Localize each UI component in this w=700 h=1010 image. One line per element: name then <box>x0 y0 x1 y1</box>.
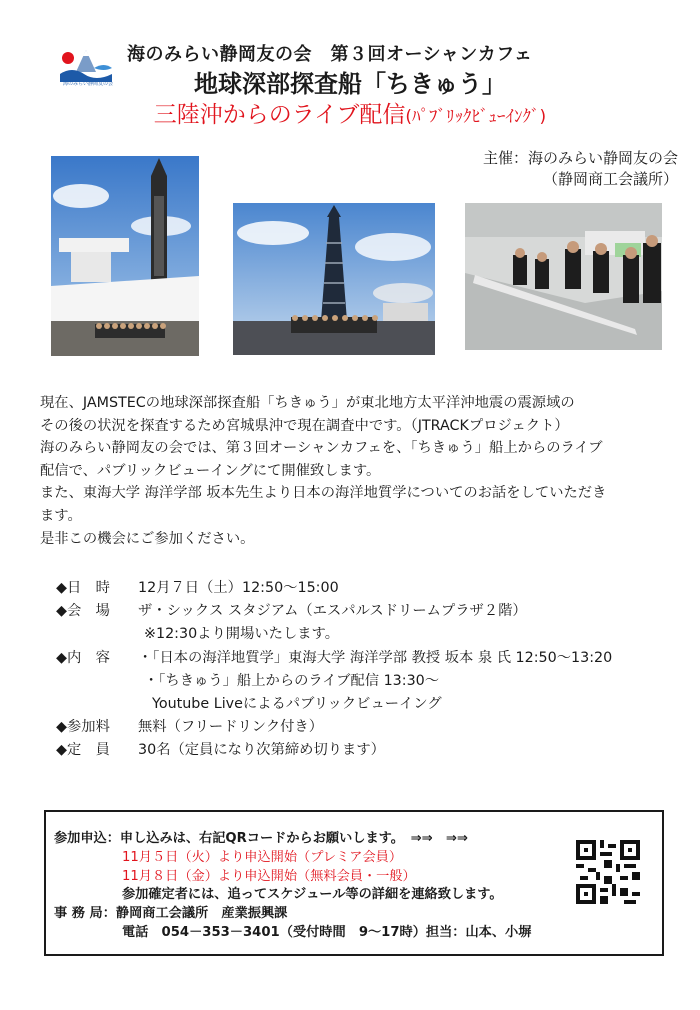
intro-line: ます。 <box>40 507 82 524</box>
fee-value: 無料（フリードリンク付き） <box>138 719 323 736</box>
event-title: 地球深部探査船「ちきゅう」 <box>194 70 506 98</box>
event-subtitle: 海のみらい静岡友の会 第３回オーシャンカフェ <box>127 44 533 65</box>
venue-label: ◆会 場 <box>56 603 110 620</box>
application-start-general: 11月８日（金）より申込開始（無料会員・一般） <box>122 868 416 884</box>
organizer <box>483 148 678 190</box>
tagline-main: 三陸沖からのライブ配信 <box>153 102 406 128</box>
intro-line: また、東海大学 海洋学部 坂本先生より日本の海洋地質学についてのお話をしていただき <box>40 485 607 502</box>
intro-paragraph <box>40 392 700 550</box>
venue-note: ※12:30より開場いたします。 <box>144 626 340 643</box>
photo-ship-group <box>51 156 199 356</box>
fee-label: ◆参加料 <box>56 719 110 736</box>
capacity-label: ◆定 員 <box>56 742 110 759</box>
detail-date <box>56 577 612 600</box>
application-text <box>54 830 531 943</box>
contact-phone: 電話 054－353－3401（受付時間 9～17時）担当：山本、小塀 <box>122 924 532 940</box>
date-value: 12月７日（土）12:50～15:00 <box>138 580 339 596</box>
content-label: ◆内 容 <box>56 649 110 666</box>
intro-line: 是非この機会にご参加ください。 <box>40 530 255 547</box>
photo-derrick-group <box>233 203 435 355</box>
detail-content <box>56 647 612 670</box>
logo-caption: 海のみらい静岡友の会 <box>62 81 113 87</box>
qr-code-icon[interactable] <box>576 840 640 904</box>
detail-fee <box>56 716 612 739</box>
application-confirmation-note: 参加確定者には、追ってスケジュール等の詳細を連絡致します。 <box>122 887 503 903</box>
intro-line: 配信で、パブリックビューイングにて開催致します。 <box>40 462 381 479</box>
intro-line: 現在、JAMSTECの地球深部探査船「ちきゅう」が東北地方太平洋沖地震の震源域の <box>40 395 575 411</box>
tagline-paren: (ﾊﾟﾌﾞﾘｯｸﾋﾞｭｰｲﾝｸﾞ) <box>405 107 547 127</box>
date-label: ◆日 時 <box>56 580 110 596</box>
application-start-premium: 11月５日（火）より申込開始（プレミア会員） <box>122 849 403 865</box>
detail-venue <box>56 600 612 623</box>
venue-value: ザ・シックス スタジアム（エスパルスドリームプラザ２階） <box>138 603 527 620</box>
content-item-3: Youtube Liveによるパブリックビューイング <box>152 695 442 712</box>
content-item-2: ・「ちきゅう」船上からのライブ配信 13:30～ <box>144 672 440 689</box>
intro-line: その後の状況を探査するため宮城県沖で現在調査中です。（JTRACKプロジェクト） <box>40 417 569 434</box>
event-tagline <box>0 96 700 129</box>
detail-capacity <box>56 739 612 762</box>
intro-line: 海のみらい静岡友の会では、第３回オーシャンカフェを、「ちきゅう」船上からのライブ <box>40 440 603 457</box>
event-details <box>56 577 612 763</box>
application-box <box>44 810 664 956</box>
capacity-value: 30名（定員になり次第締め切ります） <box>138 742 385 759</box>
organizer-name: 主催：海のみらい静岡友の会 <box>482 149 678 167</box>
photo-tour-room <box>465 203 662 350</box>
secretariat: 事 務 局：静岡商工会議所 産業振興課 <box>54 906 288 922</box>
organizer-affiliation: （静岡商工会議所） <box>542 170 678 188</box>
application-instruction: 参加申込：申し込みは、右記QRコードからお願いします。 ⇒⇒ ⇒⇒ <box>54 831 468 846</box>
content-item-1: ・「日本の海洋地質学」東海大学 海洋学部 教授 坂本 泉 氏 12:50～13:20 <box>138 649 613 666</box>
